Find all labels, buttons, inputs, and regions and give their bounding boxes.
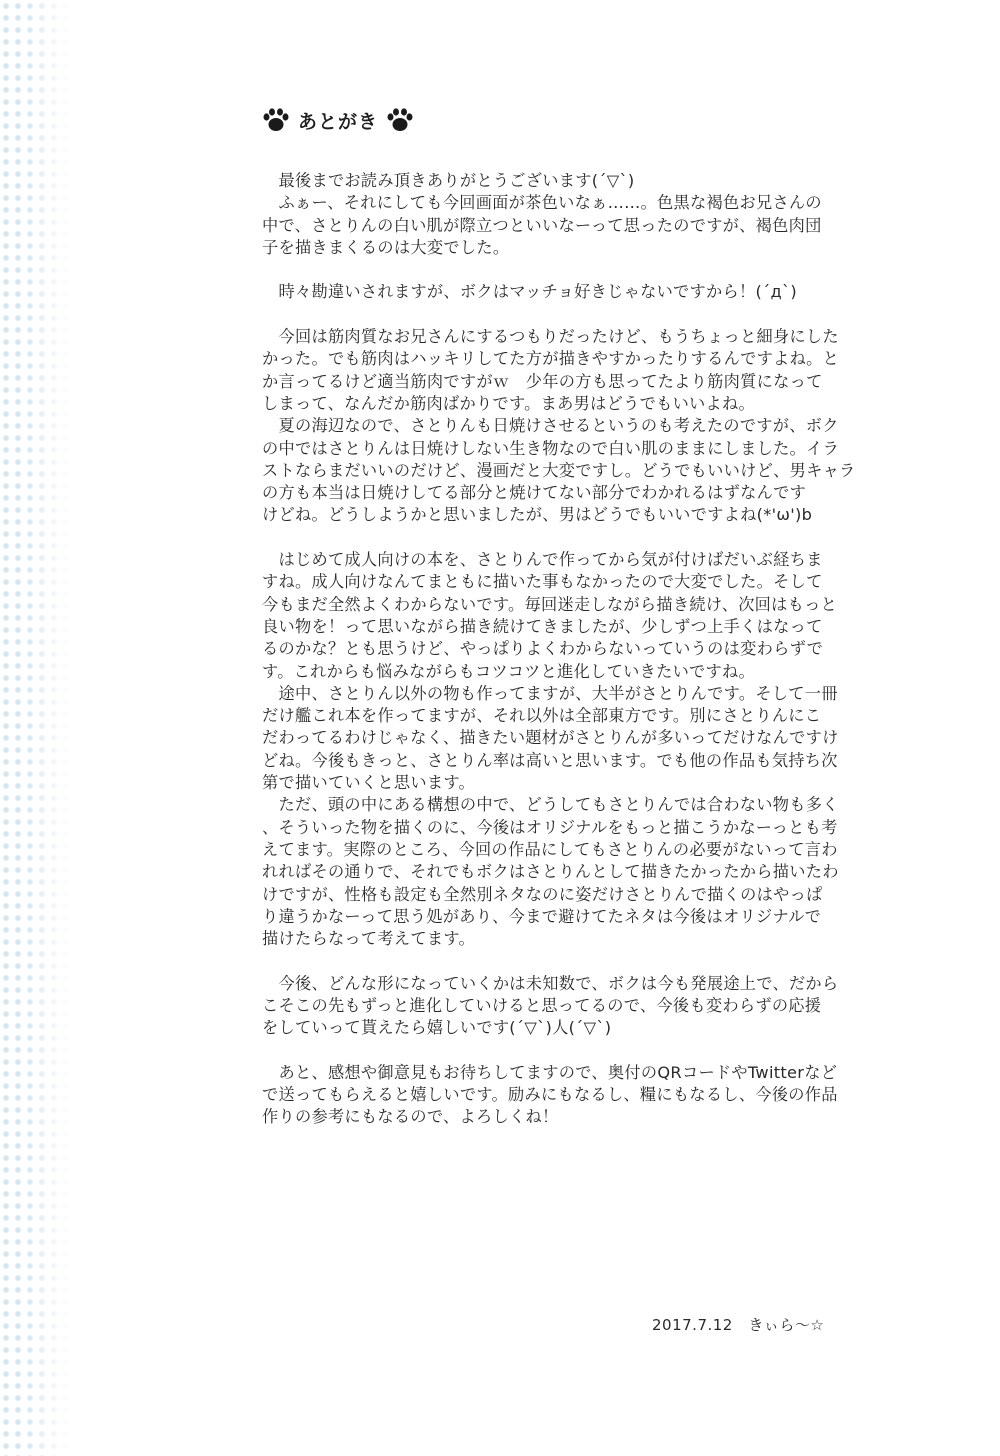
text-line: けですが、性格も設定も全然別ネタなのに姿だけさとりんで描くのはやっぱ [262,884,823,904]
text-line: の方も本当は日焼けしてる部分と焼けてない部分でわかれるはずなんです [262,483,807,503]
text-line: 良い物を！って思いながら描き続けてきましたが、少しずつ上手くはなって [262,616,823,636]
paragraph-gap [262,304,872,326]
paw-print-icon-left [262,107,290,133]
text-line: す。これからも悩みながらもコツコツと進化していきたいですね。 [262,661,756,681]
text-line: どね。今後もきっと、さとりん率は高いと思います。でも他の作品も気持ち次 [262,750,838,770]
text-line: 、そういった物を描くのに、今後はオリジナルをもっと描こうかなーっとも考 [262,817,838,837]
text-line: 夏の海辺なので、さとりんも日焼けさせるというのも考えたのですが、ボク [262,416,839,436]
signature-date: 2017.7.12 [652,1316,733,1334]
text-line: 途中、さとりん以外の物も作ってますが、大半がさとりんです。そして一冊 [262,683,838,703]
text-line: れればその通りで、それでもボクはさとりんとして描きたかったから描いたわ [262,862,839,882]
signature-author: きぃら～☆ [748,1316,825,1334]
text-line: るのかな？とも思うけど、やっぱりよくわからないっていうのは変わらずで [262,639,824,659]
text-line: 今回は筋肉質なお兄さんにするつもりだったけど、もうちょっと細身にした [262,327,839,347]
text-line: 子を描きまくるのは大変でした。 [262,237,510,257]
text-line: 今もまだ全然よくわからないです。毎回迷走しながら描き続け、次回はもっと [262,594,838,614]
page-title: あとがき [298,110,379,133]
text-line: しまって、なんだか筋肉ばかりです。まあ男はどうでもいいよね。 [262,393,756,413]
polka-dot-border [0,0,70,1456]
text-line: 作りの参考にもなるので、よろしくね！ [262,1107,559,1127]
afterword-page [262,100,872,1129]
text-line: えてます。実際のところ、今回の作品にしてもさとりんの必要がないって言わ [262,839,838,859]
text-line: か言ってるけど適当筋肉ですがｗ 少年の方も思ってたより筋肉質になって [262,371,823,391]
paragraph-gap [262,1040,872,1062]
text-line: り違うかなーって思う処があり、今まで避けてたネタは今後はオリジナルで [262,906,822,926]
text-line: 中で、さとりんの白い肌が際立つといいなーって思ったのですが、褐色肉団 [262,215,822,235]
text-line: ただ、頭の中にある構想の中で、どうしてもさとりんでは合わない物も多く [262,795,839,815]
paragraph-gap [262,527,872,549]
text-line: だわってるわけじゃなく、描きたい題材がさとりんが多いってだけなんですけ [262,728,839,748]
text-line: あと、感想や御意見もお待ちしてますので、奥付のQRコードやTwitterなど [262,1062,838,1082]
text-line: こそこの先もずっと進化していけると思ってるので、今後も変わらずの応援 [262,995,822,1015]
afterword-body [262,170,872,1129]
text-line: 時々勘違いされますが、ボクはマッチョ好きじゃないですから！(´д`) [262,282,797,302]
text-line: けどね。どうしようかと思いましたが、男はどうでもいいですよね(*'ω')b [262,505,813,525]
text-line: の中ではさとりんは日焼けしない生き物なので白い肌のままにしました。イラ [262,438,840,458]
text-line: 最後までお読み頂きありがとうございます(´▽`) [262,171,635,190]
paw-print-icon-right [386,107,414,133]
text-line: はじめて成人向けの本を、さとりんで作ってから気が付けばだいぶ経ちま [262,550,823,570]
paragraph-gap [262,950,872,972]
text-line: かった。でも筋肉はハッキリしてた方が描きやすかったりするんですよね。と [262,349,840,369]
text-line: だけ艦これ本を作ってますが、それ以外は全部東方です。別にさとりんにこ [262,706,822,726]
text-line: ふぁー、それにしても今回画面が茶色いなぁ……。色黒な褐色お兄さんの [262,193,822,213]
text-line: ストならまだいいのだけど、漫画だと大変ですし。どうでもいいけど、男キャラ [262,460,856,480]
signature [652,1314,824,1335]
text-line: 今後、どんな形になっていくかは未知数で、ボクは今も発展途上で、だから [262,973,839,993]
paragraph-gap [262,259,872,281]
text-line: で送ってもらえると嬉しいです。励みにもなるし、糧にもなるし、今後の作品 [262,1085,838,1105]
text-line: 描けたらなって考えてます。 [262,929,476,949]
text-line: すね。成人向けなんてまともに描いた事もなかったので大変でした。そして [262,572,823,592]
afterword-heading [262,100,872,140]
text-line: 第で描いていくと思います。 [262,773,476,793]
text-line: をしていって貰えたら嬉しいです(´▽`)人(´▽`) [262,1018,612,1038]
